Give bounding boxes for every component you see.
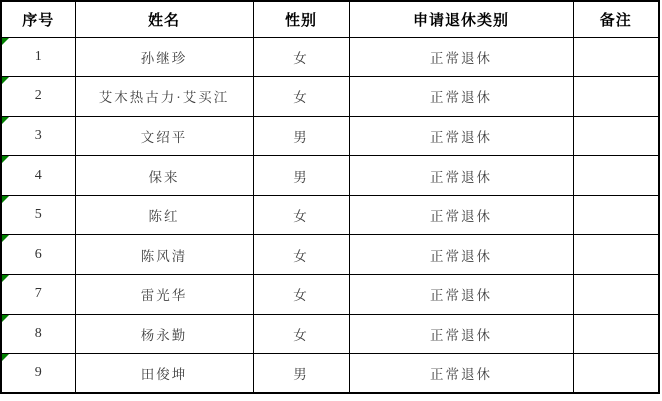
cell-gender [253,37,349,77]
retirement-type-value: 正常退休 [430,209,492,225]
col-header-index-label: 序号 [22,12,55,29]
retirement-type-value: 正常退休 [430,288,492,304]
green-triangle-icon [2,156,9,163]
cell-retirement-type [349,156,573,196]
cell-gender [253,116,349,156]
index-value: 6 [34,246,42,262]
cell-remark [573,195,659,235]
cell-gender [253,156,349,196]
cell-remark [573,354,659,394]
index-value: 2 [34,88,42,104]
index-value: 9 [34,365,42,381]
table-row [1,116,659,156]
cell-gender [253,235,349,275]
retirement-type-value: 正常退休 [430,367,492,383]
green-triangle-icon [2,77,9,84]
gender-value: 女 [293,288,309,304]
name-value: 陈红 [148,209,180,225]
cell-index [1,156,75,196]
name-value: 陈风清 [140,248,188,264]
cell-remark [573,116,659,156]
table-row [1,77,659,117]
green-triangle-icon [2,354,9,361]
cell-retirement-type [349,314,573,354]
table-row [1,235,659,275]
col-header-name [75,1,253,37]
cell-retirement-type [349,116,573,156]
col-header-index [1,1,75,37]
green-triangle-icon [2,235,9,242]
retirement-type-value: 正常退休 [430,327,492,343]
retirement-type-value: 正常退休 [430,248,492,264]
cell-index [1,195,75,235]
retirement-type-value: 正常退休 [430,50,492,66]
name-value: 雷光华 [140,288,188,304]
gender-value: 女 [293,248,309,264]
col-header-gender [253,1,349,37]
cell-name [75,235,253,275]
cell-name [75,77,253,117]
retirement-type-value: 正常退休 [430,90,492,106]
col-header-remark [573,1,659,37]
gender-value: 女 [293,90,309,106]
green-triangle-icon [2,275,9,282]
green-triangle-icon [2,196,9,203]
col-header-retirement-type [349,1,573,37]
cell-remark [573,77,659,117]
header-row [1,1,659,37]
index-value: 7 [34,286,42,302]
table-row [1,37,659,77]
cell-retirement-type [349,354,573,394]
col-header-retirement-type-label: 申请退休类别 [412,12,509,29]
cell-name [75,275,253,315]
cell-retirement-type [349,195,573,235]
cell-name [75,37,253,77]
table-row [1,354,659,394]
cell-retirement-type [349,77,573,117]
cell-index [1,37,75,77]
cell-remark [573,37,659,77]
cell-name [75,314,253,354]
cell-gender [253,275,349,315]
cell-gender [253,195,349,235]
cell-remark [573,314,659,354]
gender-value: 男 [293,129,309,145]
cell-name [75,116,253,156]
index-value: 4 [34,167,42,183]
name-value: 文绍平 [140,129,188,145]
cell-retirement-type [349,37,573,77]
cell-remark [573,156,659,196]
table-row [1,195,659,235]
name-value: 艾木热古力·艾买江 [98,90,230,106]
cell-index [1,354,75,394]
cell-gender [253,354,349,394]
col-header-remark-label: 备注 [599,12,632,29]
index-value: 8 [34,325,42,341]
index-value: 1 [34,48,42,64]
gender-value: 女 [293,209,309,225]
cell-gender [253,314,349,354]
gender-value: 女 [293,327,309,343]
name-value: 田俊坤 [140,367,188,383]
index-value: 5 [34,207,42,223]
cell-retirement-type [349,275,573,315]
cell-index [1,314,75,354]
cell-index [1,116,75,156]
gender-value: 男 [293,169,309,185]
retirement-type-value: 正常退休 [430,169,492,185]
green-triangle-icon [2,38,9,45]
cell-index [1,235,75,275]
gender-value: 男 [293,367,309,383]
index-value: 3 [34,127,42,143]
name-value: 保来 [148,169,180,185]
cell-remark [573,275,659,315]
name-value: 杨永勤 [140,327,188,343]
table-row [1,156,659,196]
table-row [1,275,659,315]
cell-name [75,156,253,196]
cell-index [1,275,75,315]
name-value: 孙继珍 [140,50,188,66]
cell-name [75,195,253,235]
gender-value: 女 [293,50,309,66]
table-row [1,314,659,354]
col-header-name-label: 姓名 [147,12,180,29]
col-header-gender-label: 性别 [284,12,317,29]
cell-gender [253,77,349,117]
retirement-type-value: 正常退休 [430,129,492,145]
green-triangle-icon [2,315,9,322]
cell-remark [573,235,659,275]
cell-index [1,77,75,117]
green-triangle-icon [2,117,9,124]
cell-name [75,354,253,394]
cell-retirement-type [349,235,573,275]
